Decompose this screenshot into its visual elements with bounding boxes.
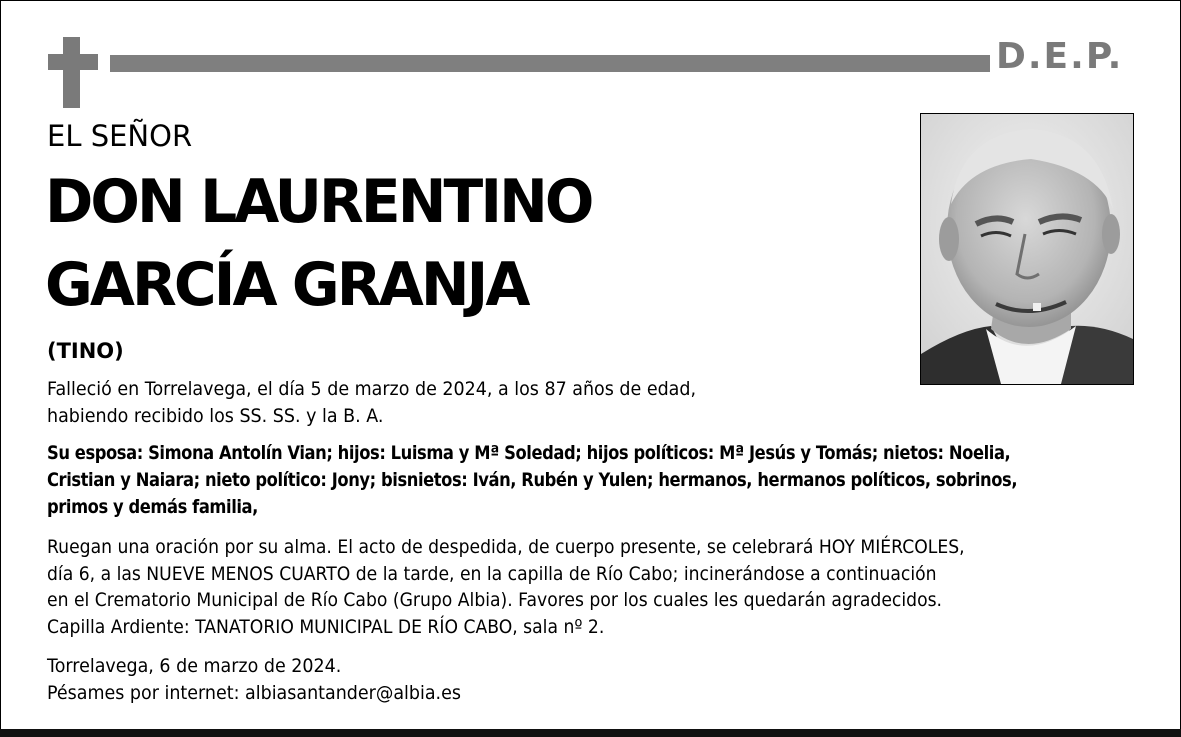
- bottom-border: [0, 729, 1181, 737]
- cross-icon-bar: [48, 54, 98, 70]
- deceased-name-line1: DON LAURENTINO: [45, 167, 592, 237]
- ceremony-line: Ruegan una oración por su alma. El acto de despedida, de cuerpo presente, se celebrará HOY MIÉRCOLES,: [47, 536, 965, 558]
- ceremony-details: [47, 534, 965, 640]
- condolences-line: Pésames por internet: albiasantander@albia.es: [47, 681, 461, 704]
- footer: [47, 653, 461, 706]
- ceremony-line: en el Crematorio Municipal de Río Cabo (Grupo Albia). Favores por los cuales les quedarán agradecidos.: [47, 589, 943, 611]
- family-line: Cristian y Naiara; nieto político: Jony; bisnietos: Iván, Rubén y Yulen; hermanos, hermanos políticos, sobrinos,: [47, 469, 1018, 491]
- cross-icon: [63, 37, 80, 108]
- ceremony-line: Capilla Ardiente: TANATORIO MUNICIPAL DE RÍO CABO, sala nº 2.: [47, 615, 605, 638]
- honorific: EL SEÑOR: [47, 119, 193, 153]
- death-notice-line: habiendo recibido los SS. SS. y la B. A.: [47, 404, 384, 427]
- family-line: primos y demás familia,: [47, 496, 258, 518]
- place-date: Torrelavega, 6 de marzo de 2024.: [47, 655, 342, 677]
- death-notice: [47, 376, 696, 429]
- header-rule: [110, 55, 990, 72]
- portrait-photo: [920, 113, 1134, 385]
- family-list: [47, 440, 1017, 521]
- ceremony-line: día 6, a las NUEVE MENOS CUARTO de la tarde, en la capilla de Río Cabo; incinerándose a continuación: [47, 562, 937, 585]
- deceased-name-line2: GARCÍA GRANJA: [45, 250, 528, 320]
- nickname: (TINO): [47, 339, 124, 363]
- portrait-image: [921, 114, 1133, 384]
- family-line: Su esposa: Simona Antolín Vian; hijos: Luisma y Mª Soledad; hijos políticos: Mª Jesús y Tomás; nietos: Noelia,: [47, 442, 1011, 464]
- death-notice-line: Falleció en Torrelavega, el día 5 de marzo de 2024, a los 87 años de edad,: [47, 378, 697, 400]
- dep-label: D.E.P.: [996, 36, 1124, 77]
